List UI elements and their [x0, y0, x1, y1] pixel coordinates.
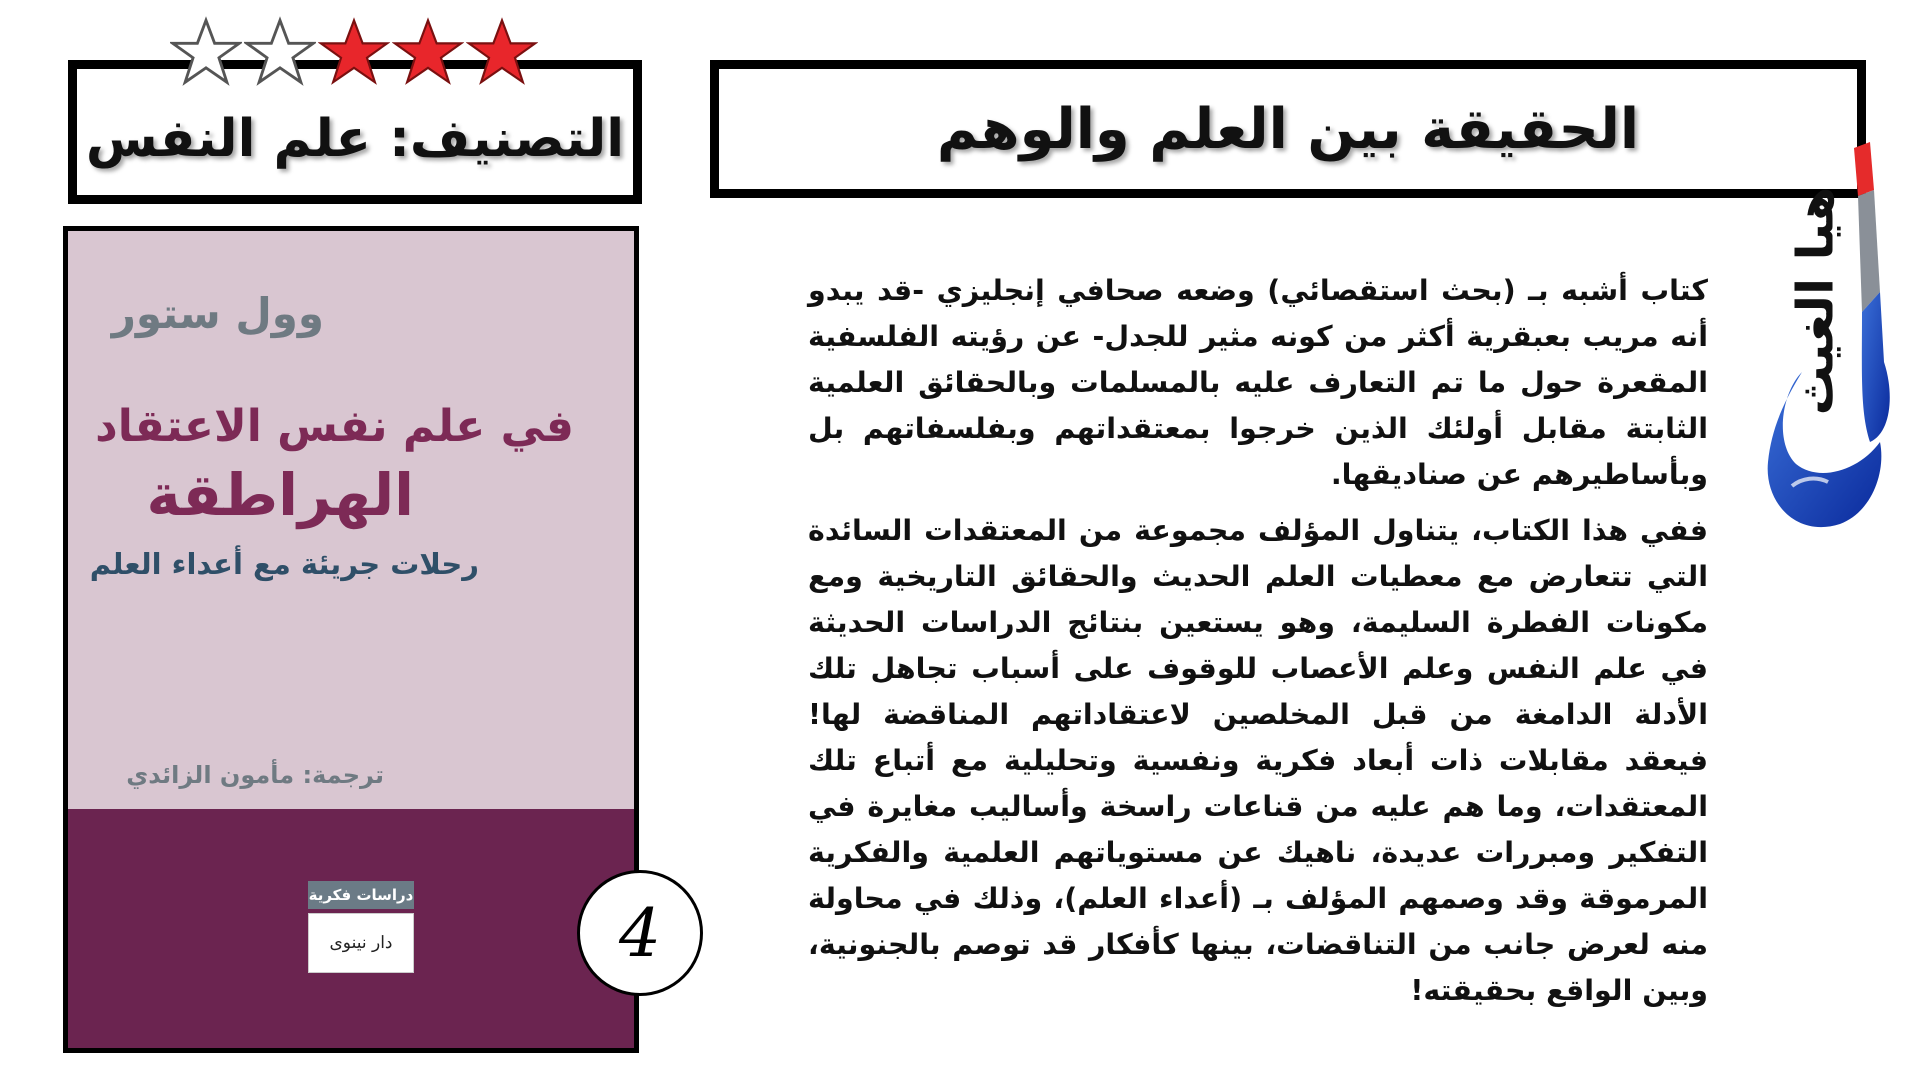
review-paragraph-2: ففي هذا الكتاب، يتناول المؤلف مجموعة من المعتقدات السائدة التي تتعارض مع معطيات العلم الحديث والحقائق التاريخية ومع مكونات الفطرة السليمة، وهو يستعين بنتائج الدراسات الحديثة في علم النفس وعلم الأعصاب للوقوف على أسباب تجاهل تلك الأدلة الدامغة من قبل المخلصين لاعتقاداتهم المناقضة لها! فيعقد مقابلات ذات أبعاد فكرية ونفسية وتحليلية مع أتباع تلك المعتقدات، وما هم عليه من قناعات راسخة وأساليب مغايرة في التفكير ومبررات عديدة، ناهيك عن مستوياتهم العلمية والفكرية المرموقة وقد وصمهم المؤلف بـ (أعداء العلم)، وذلك في محاولة منه لعرض جانب من التناقضات، بينها كأفكار قد توصم بالجنونية، وبين الواقع بحقيقته!: [808, 514, 1708, 1007]
cover-subtitle: رحلات جريئة مع أعداء العلم: [89, 547, 479, 581]
cover-title-line1: في علم نفس الاعتقاد: [95, 401, 574, 452]
category-label: التصنيف: علم النفس: [85, 109, 625, 169]
cover-main-title: الهراطقة: [146, 461, 414, 529]
logo-wordmark: [1780, 156, 1850, 446]
pen-nib-drop-logo: [1762, 142, 1898, 528]
review-text: [808, 268, 1708, 1024]
item-number-badge: 4: [577, 870, 703, 996]
star-filled-icon: [466, 16, 538, 88]
page-title: الحقيقة بين العلم والوهم: [936, 96, 1640, 162]
title-box: [710, 60, 1866, 198]
cover-translator: ترجمة: مأمون الزائدي: [126, 761, 384, 789]
review-paragraph-1: كتاب أشبه بـ (بحث استقصائي) وضعه صحافي إنجليزي -قد يبدو أنه مريب بعبقرية أكثر من كونه مثير للجدل- عن رؤيته الفلسفية المقعرة حول ما تم التعارف عليه بالمسلمات وبالحقائق العلمية الثابتة مقابل أولئك الذين خرجوا بمعتقداتهم وبفلسفاتهم بل وبأساطيرهم عن صناديقها.: [808, 274, 1708, 491]
cover-author: وول ستور: [111, 289, 324, 338]
rating-stars: [170, 16, 540, 94]
star-filled-icon: [392, 16, 464, 88]
star-empty-icon: [170, 16, 242, 88]
cover-series-label: دراسات فكرية: [308, 881, 414, 909]
star-filled-icon: [318, 16, 390, 88]
publisher-logo: دار نينوى: [308, 913, 414, 973]
logo-text: هيا الغيث: [1786, 186, 1844, 416]
book-cover: [63, 226, 639, 1053]
star-empty-icon: [244, 16, 316, 88]
